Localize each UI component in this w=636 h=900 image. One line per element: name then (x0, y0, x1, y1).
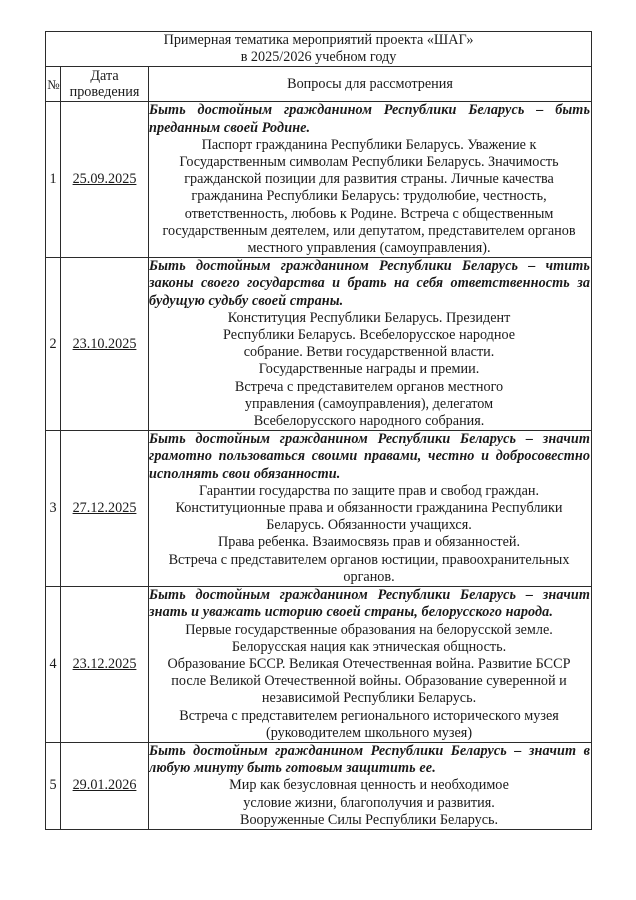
row-topics (149, 587, 592, 743)
topic-line: гражданской позиции для развития страны. Личные качества (184, 171, 554, 188)
row-date: 29.01.2026 (61, 742, 149, 829)
table-header-row (46, 67, 592, 102)
topic-body (149, 483, 591, 586)
row-number: 1 (46, 102, 61, 258)
row-topics (149, 742, 592, 829)
topic-body (149, 310, 591, 430)
topic-heading: Быть достойным гражданином Республики Беларусь – быть преданным своей Родине. (149, 102, 591, 136)
topic-line: условие жизни, благополучия и развития. (243, 794, 495, 811)
topic-line: собрание. Ветви государственной власти. (243, 344, 495, 361)
table-title (46, 32, 592, 67)
row-number: 2 (46, 258, 61, 431)
topic-line: управления (самоуправления), делегатом (244, 395, 494, 412)
table-row (46, 258, 592, 431)
topic-body (149, 622, 591, 742)
table-row (46, 587, 592, 743)
topic-line: Вооруженные Силы Республики Беларусь. (240, 811, 499, 828)
column-header-topics: Вопросы для рассмотрения (149, 67, 592, 102)
row-date: 25.09.2025 (61, 102, 149, 258)
document-page (45, 31, 591, 830)
topic-body (149, 137, 591, 257)
row-topics (149, 431, 592, 587)
events-table (45, 31, 592, 830)
row-number: 5 (46, 742, 61, 829)
topic-line: гражданина Республики Беларусь: трудолюбие, честность, (191, 188, 547, 205)
topic-line: Всебелорусского народного собрания. (253, 413, 485, 430)
topic-line: Паспорт гражданина Республики Беларусь. Уважение к (201, 136, 537, 153)
column-header-date: Дата проведения (61, 67, 149, 102)
row-number: 4 (46, 587, 61, 743)
topic-heading: Быть достойным гражданином Республики Беларусь – значит знать и уважать историю своей страны, белорусского народа. (149, 587, 591, 621)
title-line-1: Примерная тематика мероприятий проекта «ШАГ» (163, 32, 474, 48)
topic-line: местного управления (самоуправления). (247, 240, 491, 257)
topic-line: Первые государственные образования на белорусской земле. (185, 621, 553, 638)
topic-heading: Быть достойным гражданином Республики Беларусь – значит грамотно пользоваться своими правами, честно и добросовестно исполнять свои обязанности. (149, 431, 591, 482)
topic-body (149, 777, 591, 829)
topic-line: Государственным символам Республики Беларусь. Значимость (179, 154, 559, 171)
topic-line: Встреча с представителем органов юстиции, правоохранительных (168, 551, 570, 568)
table-title-row (46, 32, 592, 67)
topic-line: Права ребенка. Взаимосвязь прав и обязанностей. (218, 534, 521, 551)
topic-line: Встреча с представителем органов местного (234, 378, 504, 395)
topic-line: Мир как безусловная ценность и необходимое (229, 777, 509, 794)
topic-line: ответственность, любовь к Родине. Встреча с общественным (184, 205, 554, 222)
topic-line: независимой Республики Беларусь. (261, 690, 477, 707)
topic-line: Образование БССР. Великая Отечественная война. Развитие БССР (167, 655, 571, 672)
topic-line: Гарантии государства по защите прав и свобод граждан. (198, 482, 540, 499)
topic-line: Республики Беларусь. Всебелорусское народное (222, 327, 516, 344)
topic-line: Белорусская нация как этническая общность. (231, 638, 507, 655)
row-date: 27.12.2025 (61, 431, 149, 587)
row-topics (149, 258, 592, 431)
row-number: 3 (46, 431, 61, 587)
table-row (46, 742, 592, 829)
topic-line: Конституция Республики Беларусь. Президент (227, 309, 511, 326)
topic-heading: Быть достойным гражданином Республики Беларусь – значит в любую минуту быть готовым защитить ее. (149, 742, 591, 777)
title-line-2: в 2025/2026 учебном году (240, 49, 397, 66)
topic-line: после Великой Отечественной войны. Образование суверенной и (171, 673, 567, 690)
topic-line: органов. (343, 568, 395, 585)
table-row (46, 431, 592, 587)
table-row (46, 102, 592, 258)
row-topics (149, 102, 592, 258)
row-date: 23.12.2025 (61, 587, 149, 743)
topic-heading: Быть достойным гражданином Республики Беларусь – чтить законы своего государства и брать на себя ответственность за будущую судьбу своей страны. (149, 258, 591, 309)
topic-line: Конституционные права и обязанности гражданина Республики (175, 500, 563, 517)
column-header-number: № (46, 67, 61, 102)
topic-line: Встреча с представителем регионального исторического музея (179, 707, 559, 724)
row-date: 23.10.2025 (61, 258, 149, 431)
topic-line: (руководителем школьного музея) (265, 724, 473, 741)
topic-line: Государственные награды и премии. (258, 361, 480, 378)
topic-line: Беларусь. Обязанности учащихся. (266, 517, 472, 534)
topic-line: государственным деятелем, или депутатом, представителем органов (162, 222, 576, 239)
